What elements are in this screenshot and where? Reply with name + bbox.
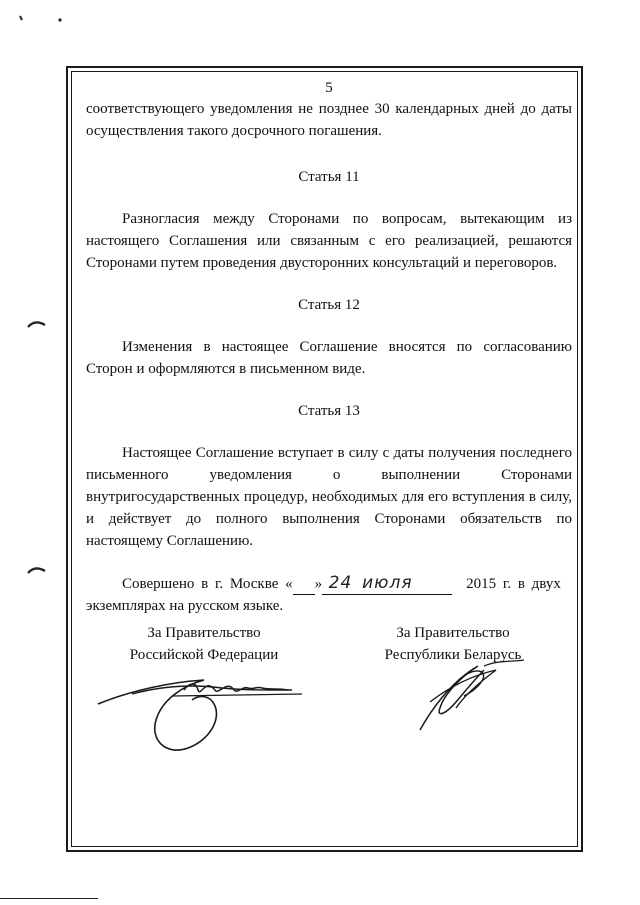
signatory-right-line1: За Правительство <box>396 625 510 641</box>
closing-month-handwritten: июля <box>322 572 452 595</box>
signature-right <box>400 652 530 742</box>
article-13-heading: Статья 13 <box>298 403 360 419</box>
closing-prefix: Совершено в г. Москве « <box>122 576 293 592</box>
continuation-paragraph: соответствующего уведомления не позднее 30 календарных дней до даты осуществления такого досрочного погашения. <box>86 101 572 139</box>
article-11-heading: Статья 11 <box>298 169 360 185</box>
signatory-left-line2: Российской Федерации <box>129 647 279 663</box>
article-12-text: Изменения в настоящее Соглашение вносятся по согласованию Сторон и оформляются в письменном виде. <box>86 339 572 377</box>
signatory-left-line1: За Правительство <box>147 625 261 641</box>
document-body <box>86 78 572 617</box>
scan-mark-margin-2 <box>26 562 48 576</box>
closing-middle: » <box>314 576 323 592</box>
page-number: 5 <box>325 80 333 96</box>
signature-left <box>92 660 312 760</box>
closing-date-line <box>86 572 572 595</box>
article-12-heading: Статья 12 <box>298 297 360 313</box>
bottom-scan-rule <box>0 898 98 899</box>
closing-second-line: экземплярах на русском языке. <box>86 598 284 614</box>
article-11-text: Разногласия между Сторонами по вопросам, вытекающим из настоящего Соглашения или связанным с его реализацией, решаются Сторонами путем проведения двусторонних консультаций и переговоров. <box>86 211 572 271</box>
scan-mark-margin-1 <box>26 316 48 330</box>
signatory-right-line2: Республики Беларусь <box>384 647 522 663</box>
article-13-text: Настоящее Соглашение вступает в силу с даты получения последнего письменного уведомления о выполнении Сторонами внутригосударственных процедур, необходимых для его вступления в силу, и действует до полного выполнения Сторонами обязательств по настоящему Соглашению. <box>86 445 572 549</box>
closing-year-suffix: 2015 г. в двух <box>466 576 561 592</box>
closing-day-handwritten: 24 <box>293 572 315 595</box>
scan-mark-top-left <box>16 12 76 26</box>
